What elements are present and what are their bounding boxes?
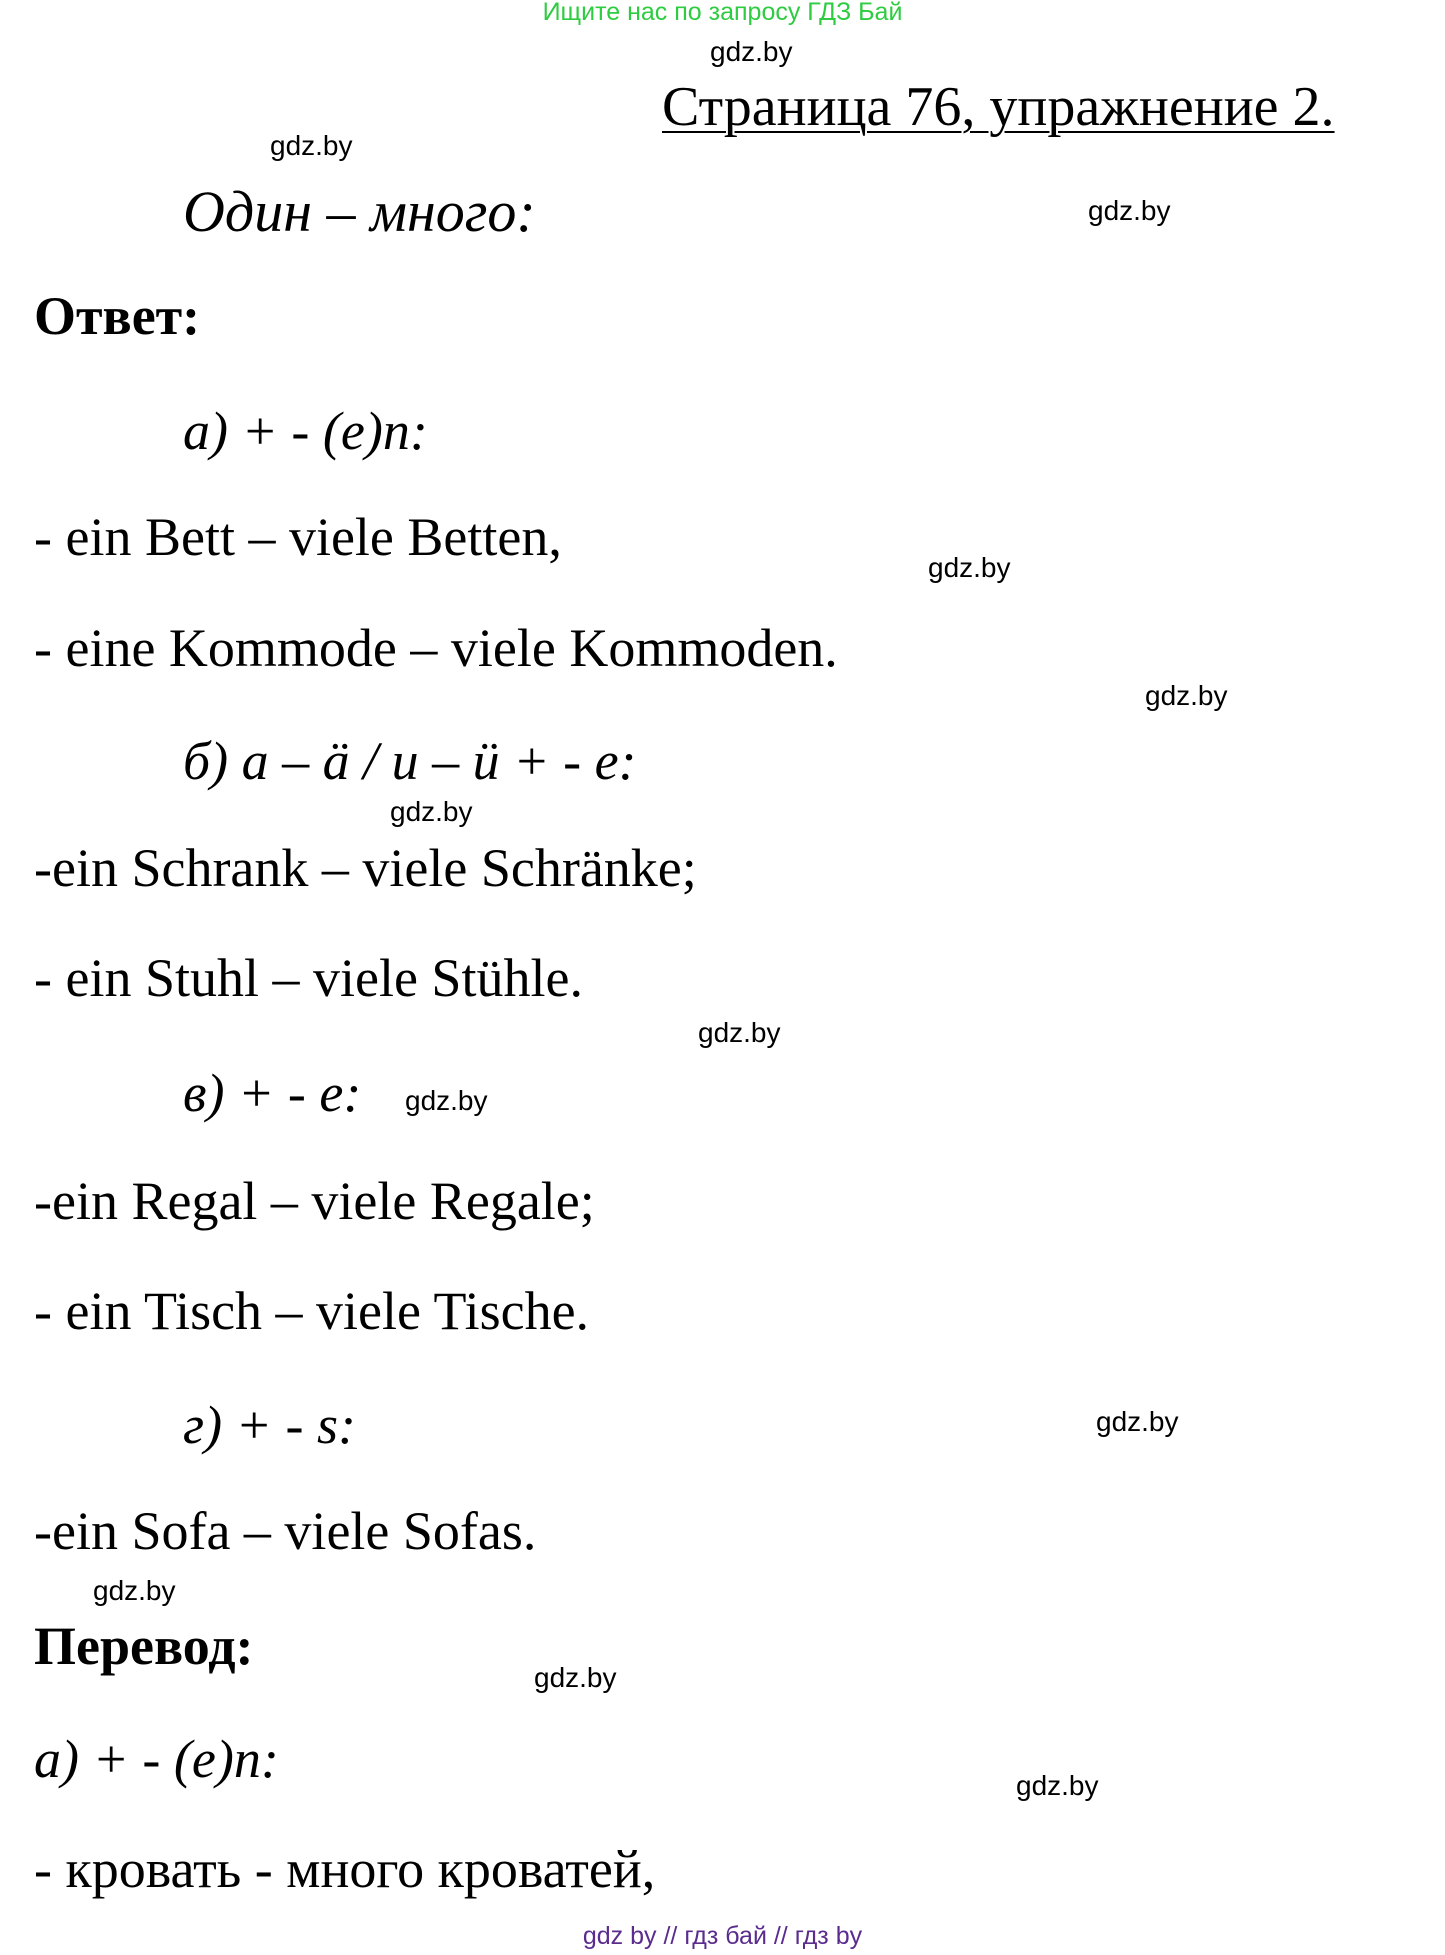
translation-line: - кровать - много кроватей,: [34, 1839, 656, 1899]
watermark: gdz.by: [405, 1085, 488, 1116]
watermark: gdz.by: [1088, 195, 1171, 226]
answer-line: - eine Kommode – viele Kommoden.: [34, 618, 838, 678]
answer-line: -ein Regal – viele Regale;: [34, 1171, 595, 1231]
rule-a: а) + - (е)n:: [183, 401, 428, 461]
answer-line: -ein Schrank – viele Schränke;: [34, 838, 697, 898]
watermark: gdz.by: [1016, 1770, 1099, 1801]
search-banner[interactable]: Ищите нас по запросу ГДЗ Бай: [542, 0, 903, 26]
answer-line: -ein Sofa – viele Sofas.: [34, 1501, 537, 1561]
answer-heading: Ответ:: [34, 286, 201, 346]
translation-rule-a: а) + - (е)n:: [34, 1729, 279, 1789]
answer-line: - ein Tisch – viele Tische.: [34, 1281, 590, 1341]
watermark: gdz.by: [698, 1017, 781, 1048]
translation-heading: Перевод:: [34, 1616, 254, 1676]
watermark: gdz.by: [93, 1575, 176, 1606]
watermark: gdz.by: [710, 36, 793, 67]
watermark: gdz.by: [390, 796, 473, 827]
task-text: Один – много:: [183, 179, 536, 244]
watermark: gdz.by: [928, 552, 1011, 583]
watermark: gdz.by: [270, 130, 353, 161]
watermark: gdz.by: [534, 1662, 617, 1693]
page-title: Страница 76, упражнение 2.: [662, 76, 1335, 138]
rule-v: в) + - e:: [183, 1063, 362, 1123]
rule-g: г) + - s:: [183, 1395, 356, 1455]
answer-line: - ein Stuhl – viele Stühle.: [34, 948, 583, 1008]
answer-line: - ein Bett – viele Betten,: [34, 507, 562, 567]
footer-links[interactable]: gdz by // гдз бай // гдз by: [582, 1922, 863, 1950]
watermark: gdz.by: [1096, 1406, 1179, 1437]
watermark: gdz.by: [1145, 680, 1228, 711]
rule-b: б) a – ä / u – ü + - e:: [183, 731, 637, 791]
